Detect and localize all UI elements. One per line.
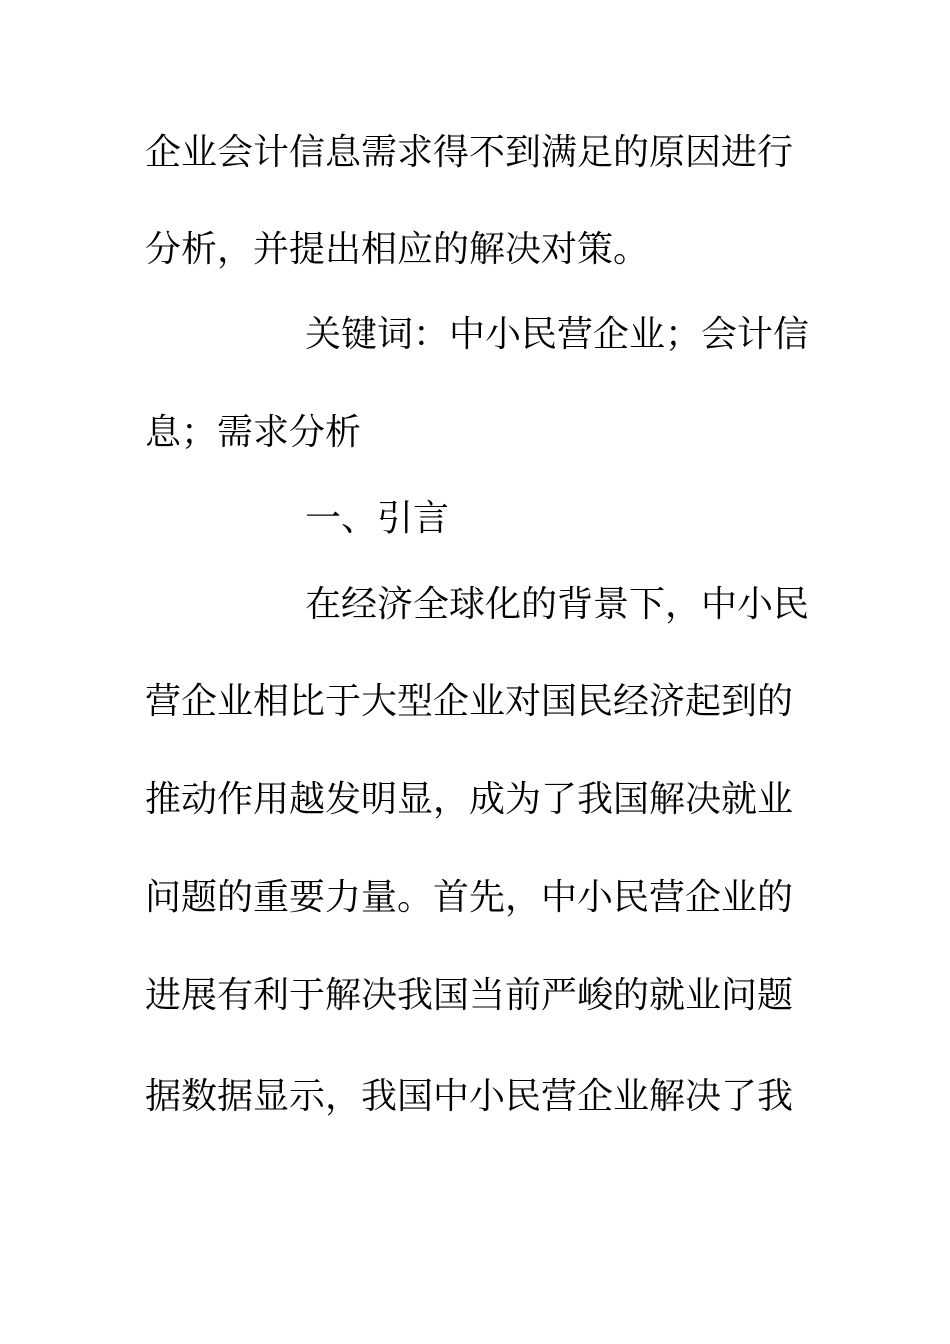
text-line: 企业会计信息需求得不到满足的原因进行 <box>145 132 794 173</box>
text-line: 营企业相比于大型企业对国民经济起到的 <box>145 681 794 722</box>
text-line: 问题的重要力量。首先，中小民营企业的 <box>145 877 794 918</box>
text-line: 分析，并提出相应的解决对策。 <box>145 229 650 270</box>
text-line: 推动作用越发明显，成为了我国解决就业 <box>145 779 794 820</box>
text-line: 进展有利于解决我国当前严峻的就业问题 <box>145 975 794 1016</box>
keywords-continuation-line: 息；需求分析 <box>145 412 362 453</box>
text-line: 据数据显示，我国中小民营企业解决了我 <box>145 1076 794 1117</box>
section-heading: 一、引言 <box>305 498 450 539</box>
text-line: 在经济全球化的背景下，中小民 <box>305 584 810 625</box>
keywords-line: 关键词：中小民营企业；会计信 <box>305 314 810 355</box>
